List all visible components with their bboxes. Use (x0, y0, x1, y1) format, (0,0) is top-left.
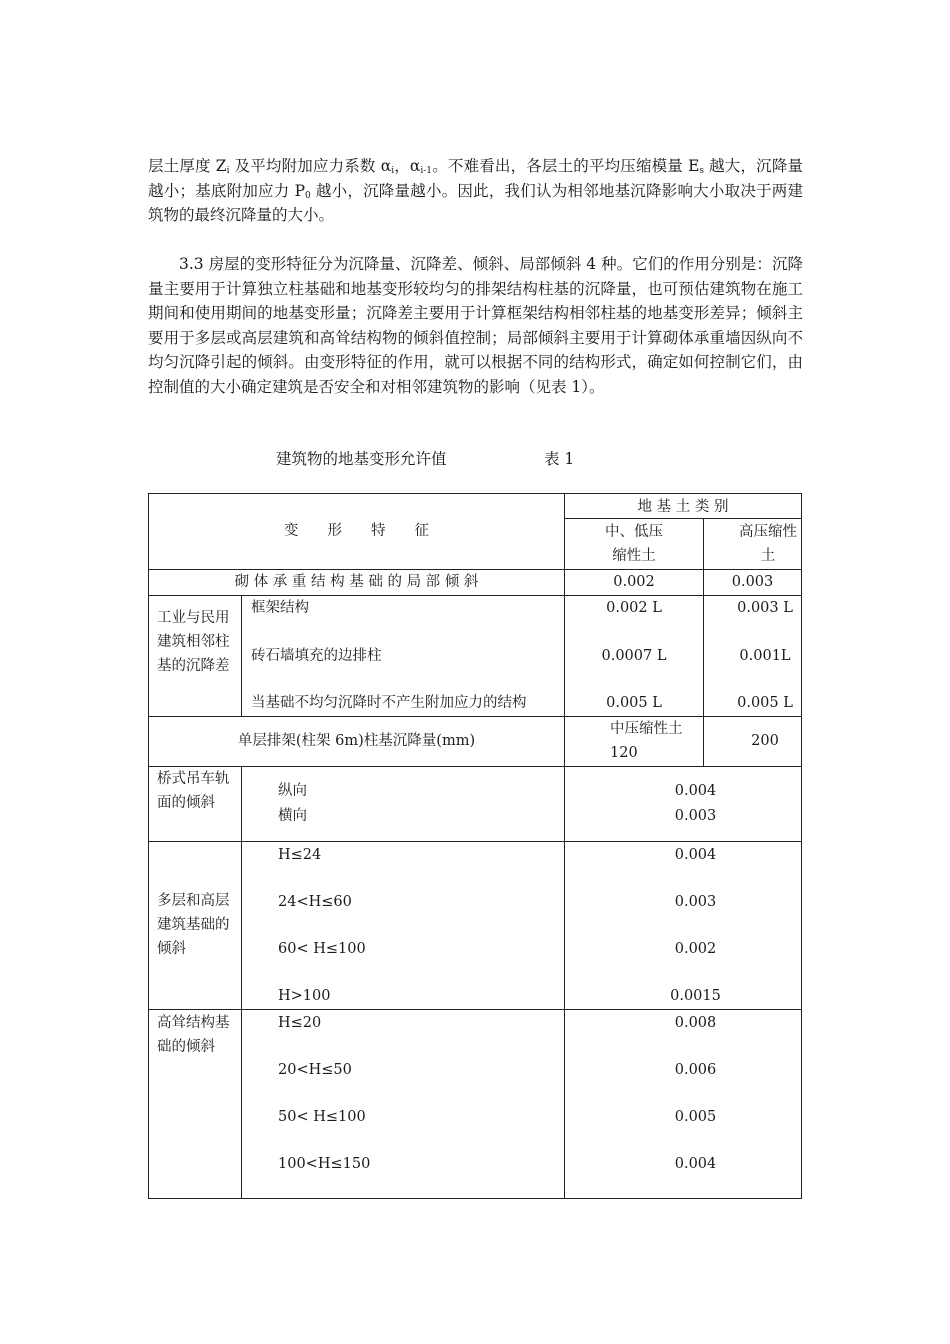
masonry-label: 砌 体 承 重 结 构 基 础 的 局 部 倾 斜 (234, 574, 479, 590)
rule-single-bent-end (148, 766, 802, 767)
crane-group-label: 桥式吊车轨面的倾斜 (157, 771, 230, 811)
towering-value-4: 0.004 (674, 1156, 717, 1172)
table-border-top (148, 493, 802, 494)
rule-multi-high-end (148, 1009, 802, 1010)
settlement-diff-no-stress-high: 0.005 L (737, 695, 793, 711)
multi-high-value-3: 0.002 (674, 941, 717, 957)
rule-col-group-a (241, 595, 242, 716)
settlement-diff-group-label: 工业与民用建筑相邻柱基的沉降差 (157, 610, 230, 674)
header-high-compressibility: 高压缩性土 (739, 524, 797, 564)
towering-label-1: H≤20 (278, 1015, 322, 1031)
crane-label-longitudinal: 纵向 (278, 783, 307, 799)
settlement-diff-label-frame: 框架结构 (251, 600, 309, 616)
towering-group-label: 高耸结构基础的倾斜 (157, 1015, 230, 1055)
multi-high-label-4: H>100 (278, 988, 331, 1004)
towering-value-1: 0.008 (674, 1015, 717, 1031)
single-bent-high: 200 (751, 733, 779, 749)
multi-high-label-3: 60< H≤100 (278, 941, 366, 957)
masonry-high: 0.003 (731, 574, 774, 590)
table-border-left (148, 493, 149, 1199)
rule-col-group-b (241, 766, 242, 1199)
masonry-mid-low: 0.002 (613, 574, 655, 590)
multi-high-group-label: 多层和高层建筑基础的倾斜 (157, 893, 230, 957)
header-soil-category: 地 基 土 类 别 (637, 499, 729, 515)
towering-value-2: 0.006 (674, 1062, 717, 1078)
paragraph-settlement-factors: 层土厚度 $Z_i$ 及平均附加应力系数 $\alpha_i$，$\alpha_{i-1}$。不难看出，各层土的平均压缩模量 $E_s$ 越大，沉降量越小；基底附加应力 $P_0$ 越小，沉降量越小。因此，我们认为相邻地基沉降影响大小取决于两建筑物的最终沉降量的大小。 (148, 157, 803, 224)
crane-value-longitudinal: 0.004 (674, 783, 717, 799)
crane-label-transverse: 横向 (278, 808, 307, 824)
towering-label-3: 50< H≤100 (278, 1109, 366, 1125)
table-border-bottom (148, 1198, 802, 1199)
towering-label-4: 100<H≤150 (278, 1156, 371, 1172)
settlement-diff-frame-mid-low: 0.002 L (606, 600, 662, 616)
settlement-diff-brick-high: 0.001L (739, 648, 791, 664)
settlement-diff-brick-mid-low: 0.0007 L (601, 648, 667, 664)
multi-high-value-2: 0.003 (674, 894, 717, 910)
multi-high-label-1: H≤24 (278, 847, 322, 863)
table-caption-title: 建筑物的地基变形允许值 (276, 450, 447, 468)
multi-high-value-4: 0.0015 (670, 988, 721, 1004)
table-caption-label: 表 1 (544, 450, 575, 468)
multi-high-label-2: 24<H≤60 (278, 894, 352, 910)
towering-value-3: 0.005 (674, 1109, 717, 1125)
single-bent-mid-low: 中压缩性土 120 (610, 721, 683, 761)
header-mid-low-compressibility: 中、低压缩性土 (605, 524, 663, 564)
crane-value-transverse: 0.003 (674, 808, 717, 824)
settlement-diff-frame-high: 0.003 L (737, 600, 793, 616)
header-deformation-feature: 变 形 特 征 (284, 523, 429, 539)
towering-label-2: 20<H≤50 (278, 1062, 352, 1078)
settlement-diff-no-stress-mid-low: 0.005 L (606, 695, 662, 711)
single-bent-label: 单层排架(柱架 6m)柱基沉降量(mm) (237, 733, 476, 749)
settlement-diff-label-brick: 砖石墙填充的边排柱 (251, 648, 382, 664)
multi-high-value-1: 0.004 (674, 847, 717, 863)
settlement-diff-label-no-stress: 当基础不均匀沉降时不产生附加应力的结构 (251, 695, 527, 711)
rule-crane-end (148, 841, 802, 842)
paragraph-deformation-characteristics: 3.3 房屋的变形特征分为沉降量、沉降差、倾斜、局部倾斜 4 种。它们的作用分别是：沉降量主要用于计算独立柱基础和地基变形较均匀的排架结构柱基的沉降量，也可预估建筑物在施工期间和使用期间的地基变形量；沉降差主要用于计算框架结构相邻柱基的地基变形差异；倾斜主要用于多层或高层建筑和高耸结构物的倾斜值控制；局部倾斜主要用于计算砌体承重墙因纵向不均匀沉降引起的倾斜。由变形特征的作用，就可以根据不同的结构形式，确定如何控制它们，由控制值的大小确定建筑是否安全和对相邻建筑物的影响（见表 1）。 (148, 255, 803, 396)
